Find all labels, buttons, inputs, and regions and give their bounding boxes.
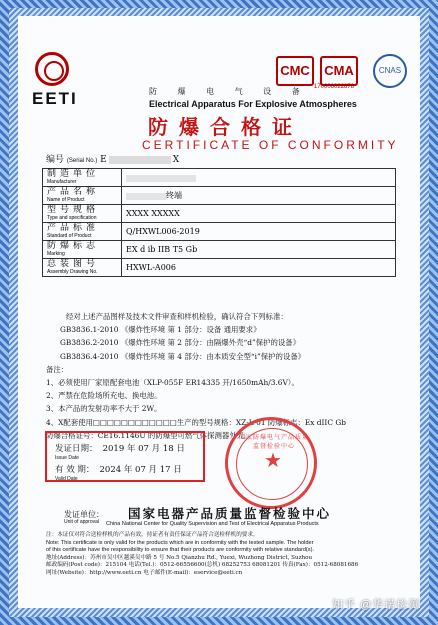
row-label-en: Name of Product [47, 197, 85, 203]
row-value: XXXX XXXXX [122, 205, 396, 223]
serial-label-cn: 编号 [46, 155, 65, 165]
table-row [43, 223, 396, 241]
certificate-footer [46, 532, 396, 578]
valid-date-label: 有 效 期： [55, 465, 95, 475]
brand-logo-text: EETI [32, 89, 78, 108]
issuer-label: 发证单位： [64, 510, 104, 519]
note-line: 4、X配套使用□□□□□□□□□□□□生产的型号规格：XZ-L-01 防爆标志：Ex dIIC Gb [46, 417, 346, 427]
serial-number [46, 152, 179, 165]
certificate-title-en: CERTIFICATE OF CONFORMITY [142, 138, 399, 152]
note-line: 2、严禁在危险场所充电、换电池。 [46, 391, 162, 401]
table-row [43, 169, 396, 187]
product-info-table [42, 168, 396, 277]
issuer-name-en: China National Center for Quality Supervision and Test of Electrical Apparatus Products [106, 521, 319, 527]
title-cn-small: 防 爆 电 气 设 备 [149, 87, 309, 96]
footer-address: 地址(Address)：苏州市吴中区越溪吴中路 5 号 No.5 Qianzhu Rd., Yuexi, Wuzhong District, Suzhou [46, 554, 313, 561]
certificate-title-cn: 防爆合格证 [148, 115, 303, 139]
footer-web: 网址(Website)：http://www.eeti.cn 电子邮件(E-mail)：eservice@eeti.cn [46, 569, 243, 576]
row-label-en: Assembly Drawing No. [47, 269, 98, 275]
valid-date-value: 2024 年 07 月 17 日 [99, 465, 182, 475]
standard-line: GB3836.4-2010 《爆炸性环境 第 4 部分：由本质安全型“i”保护的设备》 [60, 351, 306, 361]
standard-line: GB3836.2-2010 《爆炸性环境 第 2 部分：由隔爆外壳“d”保护的设备》 [60, 338, 301, 348]
row-label: 总装图号 [47, 259, 100, 269]
note-line: 防爆合格证号：CE16.1146U 的防爆型可燃气体探测器外壳。 [46, 430, 252, 440]
serial-redacted [109, 156, 171, 164]
footer-note-cn: 注：本证仅对符合送检样机的产品有效，持证者有责任保证产品符合送检样机的要求。 [46, 532, 259, 538]
redacted-value [126, 193, 166, 200]
row-value: 终端 [166, 191, 182, 200]
certificate-paper [18, 16, 420, 608]
valid-date-label-en: Valid Date [55, 476, 78, 482]
issue-date-label: 发证日期： [55, 444, 98, 454]
seal-text: 国家防爆电气产品质量监督检验中心 [238, 434, 309, 450]
row-value: Q/HXWL006-2019 [122, 223, 396, 241]
body-intro: 经对上述产品图样及技术文件审查和样机检验，确认符合下列标准： [66, 312, 288, 321]
footer-note-en: Note: This certificate is only valid for the products which are in conformity with the tested sample. The holder [46, 539, 314, 546]
issuer-label-en: Unit of approval [64, 519, 100, 525]
serial-suffix: X [172, 155, 180, 165]
footer-contact: 邮政编码(Post code)：215104 电话(Tel.)：0512-66556600(总机) 68252753 68081201 传真(Fax)：0512-68081686 [46, 562, 359, 569]
dates-highlight-box [45, 431, 205, 482]
cmc-seal-icon: CMC [276, 56, 314, 86]
row-label: 制造单位 [47, 169, 100, 179]
row-label: 防爆标志 [47, 241, 100, 251]
row-label-en: Manufacturer [47, 179, 77, 185]
table-row [43, 205, 396, 223]
cma-badge: CMA [320, 56, 358, 86]
valid-date-row [55, 457, 182, 482]
table-row [43, 187, 396, 205]
issue-date-value: 2019 年 07 月 18 日 [102, 444, 185, 454]
footer-note-en: of this certificate have the responsibility to ensure that their products are conformity with relative standard(s). [46, 547, 315, 554]
row-label: 产品标准 [47, 223, 100, 233]
row-value: HXWL-A006 [122, 259, 396, 277]
row-label: 型号规格 [47, 205, 100, 215]
table-row [43, 241, 396, 259]
note-line: 1、必须使用厂家原配套电池（XLP-055F ER14335 开/1650mAh/3.6V）。 [46, 378, 299, 388]
table-row [43, 259, 396, 277]
cma-number: 170006022878 [314, 84, 355, 90]
notes-title: 备注： [46, 364, 69, 374]
row-label-en: Marking [47, 251, 65, 257]
star-icon: ★ [264, 448, 282, 472]
serial-prefix: E [100, 155, 107, 165]
eeti-logo-icon [35, 52, 69, 86]
note-line: 3、本产品的发射功率不大于 2W。 [46, 404, 162, 414]
title-en-small: Electrical Apparatus For Explosive Atmospheres [149, 99, 357, 109]
official-seal-stamp [225, 417, 317, 509]
certificate-body [46, 310, 396, 442]
issuer-name: 国家电器产品质量监督检验中心 [128, 506, 332, 521]
serial-label-en: (Serial No.) [66, 158, 98, 164]
row-label-en: Type and specification [47, 215, 97, 221]
row-value [122, 169, 396, 187]
cnas-badge: CNAS [373, 54, 407, 88]
watermark: 知乎 @华诺检测 [332, 599, 421, 611]
standard-line: GB3836.1-2010 《爆炸性环境 第 1 部分：设备 通用要求》 [60, 325, 261, 335]
redacted-value [126, 175, 196, 182]
row-label-en: Standard of Product [47, 233, 92, 239]
issue-date-label-en: Issue Date [55, 455, 79, 461]
row-label: 产品名称 [47, 187, 100, 197]
row-value: EX d ib IIB T5 Gb [122, 241, 396, 259]
